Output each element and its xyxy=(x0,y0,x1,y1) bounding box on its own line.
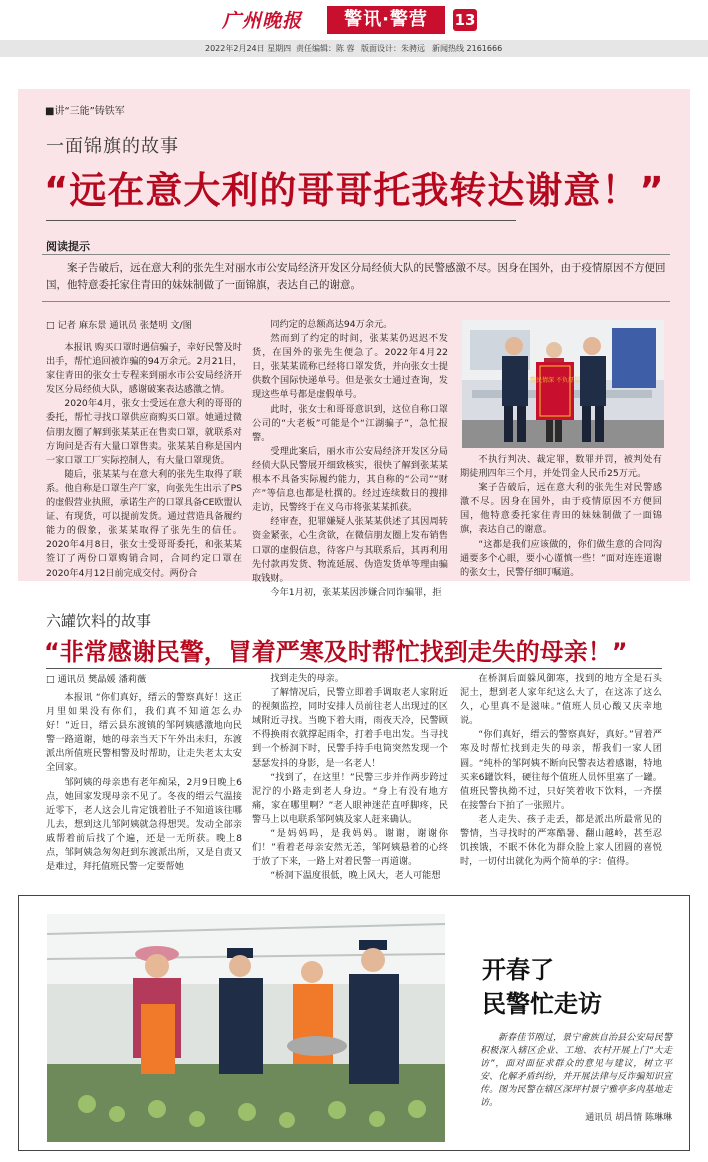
news-hotline: 新闻热线 2161666 xyxy=(432,44,503,53)
bottom-credit: 通讯员 胡昌情 陈琳琳 xyxy=(585,1113,672,1123)
paragraph: 2020年4月，张女士受远在意大利的哥哥的委托，帮忙寻找口罩供应商购买口罩。她通过微信朋友圈了解到张某某正在售卖口罩，就联系对方询问是否有大量口罩售卖。张某某自称是国内一家口罩工厂实际控制人，有大量口罩现货。 xyxy=(46,398,242,466)
story1-column-1 xyxy=(46,320,242,579)
divider xyxy=(46,220,516,221)
story2-col3-text xyxy=(460,672,662,869)
story2-kicker: 六罐饮料的故事 xyxy=(46,612,152,630)
paragraph: 同约定的总额高达94万余元。 xyxy=(270,319,393,330)
reading-guide-label: 阅读提示 xyxy=(46,240,90,253)
story1-column-2 xyxy=(252,318,448,598)
paragraph: 找到走失的母亲。 xyxy=(270,673,344,684)
story1-headline: “远在意大利的哥哥托我转达谢意！” xyxy=(44,169,665,212)
bottom-headline-line2: 民警忙走访 xyxy=(482,990,602,1018)
paragraph: “这都是我们应该做的，你们做生意的合同沟通要多个心眼，要小心谨慎一些！”面对连连道谢的张女士，民警仔细叮嘱道。 xyxy=(460,538,662,578)
story2-byline: □ 通讯员 樊晶媛 潘莉薇 xyxy=(46,674,147,685)
story1-byline: □ 记者 麻东景 通讯员 张楚明 文/图 xyxy=(46,320,192,331)
paragraph: “找到了，在这里！”民警三步并作两步跨过泥泞的小路走到老人身边。“身上有没有地方痛，家在哪里啊？”老人眼神迷茫直呼脚疼，民警马上以电联系邹阿姨及家人赶来确认。 xyxy=(252,771,448,825)
section-banner: 警讯·警营 xyxy=(327,6,445,34)
story1-col2-text xyxy=(252,318,448,600)
designer-credit: 版面设计：朱骋远 xyxy=(361,44,425,53)
paragraph: 随后，张某某与在意大利的张先生取得了联系。他自称是口罩生产厂家，向张先生出示了PS的虚假营业执照，承诺生产的口罩具备CE欧盟认证、有现货，可以提前发货。通过营造具备履约能力的假象，张某某取得了张先生的信任。2020年4月8日，张女士受哥哥委托，和张某某签订了两份口罩购销合同，合同约定口罩在2020年4月12日前完成交付。两份合 xyxy=(46,468,242,579)
paragraph: “你们真好，缙云的警察真好，真好。”冒着严寒及时帮忙找到走失的母亲，帮我们一家人团圆。“纯朴的邹阿姨不断向民警表达着感谢，特地买来6罐饮料，硬往每个值班人员怀里塞了一罐。值班民警执拗不过，只好笑着收下饮料，一齐摆在接警台下拍了一张照片。 xyxy=(460,729,662,811)
paragraph: 本报讯 购买口罩时遇信骗子，幸好民警及时出手，帮忙追回被诈骗的94万余元。2月21日，家住青田的张女士专程来到丽水市公安局经济开发区分局经侦大队，感谢破案表达感激之情。 xyxy=(46,342,242,396)
story2-column-3 xyxy=(460,672,662,868)
story1-kicker: 一面锦旗的故事 xyxy=(46,136,179,157)
editor-credit: 责任编辑：陈 蓉 xyxy=(296,44,355,53)
story2-column-2 xyxy=(252,672,448,882)
series-tag: ■讲“三能”铸铁军 xyxy=(45,106,125,117)
newspaper-logo: 广州晚报 xyxy=(222,10,303,32)
reading-guide-text: 案子告破后，远在意大利的张先生对丽水市公安局经济开发区分局经侦大队的民警感激不尽。因身在国外，由于疫情原因不方便回国，他特意委托家住青田的妹妹制做了一面锦旗，表达自己的谢意。 xyxy=(46,262,666,291)
divider xyxy=(46,668,662,669)
bottom-photo xyxy=(47,914,445,1142)
paragraph: 受理此案后，丽水市公安局经济开发区分局经侦大队民警展开细致核实，很快了解到张某某根本不具备实际履约能力，其自称的“公司”“财产”等信息也都是杜撰的。经过连续数日的搜排走访，民警终于在义乌市将张某某抓获。 xyxy=(252,445,448,514)
paragraph: 今年1月初，张某某因涉嫌合同诈骗罪，拒 xyxy=(270,586,442,598)
paragraph: 不执行判决、裁定罪，数罪并罚，被判处有期徒刑四年三个月，并处罚金人民币25万元。 xyxy=(460,454,662,480)
story2-col2-text xyxy=(252,672,448,883)
paragraph: 经审查，犯罪嫌疑人张某某供述了其因周转资金紧张，心生贪欲，在微信朋友圈上发布销售口罩的虚假信息，待客户与其联系后，其再利用先付款再发货、物流延展、伪造发货单等理由骗取钱财。 xyxy=(252,516,448,584)
story1-col3-text xyxy=(460,453,662,580)
story2-column-1 xyxy=(46,674,242,873)
paragraph: 然而到了约定的时间，张某某仍迟迟不发货，在国外的张先生便急了。2022年4月22日，张某某谎称已经将口罩发货，并向张女士提供数个国际快递单号。但是张女士通过查询，发现这些单号都是虚假单号。 xyxy=(252,333,448,401)
paragraph: “桥洞下温度很低，晚上风大，老人可能想 xyxy=(270,870,441,882)
banner-text: 警民情深 不负厚望 xyxy=(530,377,580,384)
story1-col1-text xyxy=(46,341,242,581)
story1-column-3 xyxy=(460,453,662,579)
masthead xyxy=(0,0,708,40)
story2-col1-text xyxy=(46,691,242,874)
paragraph: 本报讯 “你们真好，缙云的警察真好！这正月里如果没有你们，我们真不知道怎么办好！”近日，缙云县东渡镇的邹阿姨感激地向民警一路道谢，她的母亲当天下午外出未归，东渡派出所值班民警相警及时帮助，让走失老太太安全回家。 xyxy=(46,692,242,774)
paragraph: 此时，张女士和哥哥意识到，这位自称口罩公司的“大老板”可能是个“江湖骗子”，急忙报警。 xyxy=(252,403,448,443)
story1-photo xyxy=(462,320,664,448)
story2-headline: “非常感谢民警，冒着严寒及时帮忙找到走失的母亲！” xyxy=(44,638,628,666)
paragraph: 案子告破后，远在意大利的张先生对民警感激不尽。因身在国外，由于疫情原因不方便回国，他特意委托家住青田的妹妹制做了一面锦旗，表达自己的谢意。 xyxy=(460,482,662,536)
bottom-caption: 新春佳节刚过，景宁畲族自治县公安局民警积极深入辖区企业、工地、农村开展上门“大走访”，面对面征求群众的意见与建议，树立平安、化解矛盾纠纷，并开展法律与反诈骗知识宣传。图为民警在辖区深坪村景宁雅亭多肉基地走访。 xyxy=(480,1033,672,1108)
paragraph: 邹阿姨的母亲患有老年痴呆，2月9日晚上6点，她回家发现母亲不见了。冬夜的缙云气温接近零下，老人这会儿肯定饿着肚子不知道该往哪儿去，想到这儿邹阿姨就急得想哭。发动全部亲戚帮着前后找了个遍，还是一无所获。晚上8点，邹阿姨急匆匆赶到东渡派出所，又是自责又是难过，拜托值班民警一定要帮她 xyxy=(46,776,242,873)
bottom-headline-line1: 开春了 xyxy=(482,956,554,984)
paragraph: 在桥洞后面躲风御寒，找到的地方全是石头泥土，想到老人家年纪这么大了，在这冻了这么久，心里真不是滋味。”值班人员心酸又庆幸地说。 xyxy=(460,673,662,727)
paragraph: 老人走失、孩子走丢，都是派出所最常见的警情，当寻找时的严寒酷暑、翻山越岭，甚至忍饥挨饿，不眠不休化为群众脸上家人团圆的喜悦时，一切付出就化为两个简单的字：值得。 xyxy=(460,813,662,868)
paragraph: 了解情况后，民警立即着手调取老人家附近的视频监控，同时安排人员前往老人出现过的区域附近寻找。当晚下着大雨，雨夜天冷，民警顾不得换雨衣就撑起雨伞，打着手电出发。当寻找到一个桥洞下时，民警手持手电筒突然发现一个瑟瑟发抖的身影，是一名老人！ xyxy=(252,687,448,769)
page-number: 13 xyxy=(454,11,476,29)
issue-date: 2022年2月24日 星期四 xyxy=(205,44,292,53)
dateline-bar xyxy=(0,40,708,57)
paragraph: “是妈妈吗，是我妈妈。谢谢，谢谢你们！”看着老母亲安然无恙，邹阿姨悬着的心终于放了下来，一路上对着民警一再道谢。 xyxy=(252,828,448,868)
